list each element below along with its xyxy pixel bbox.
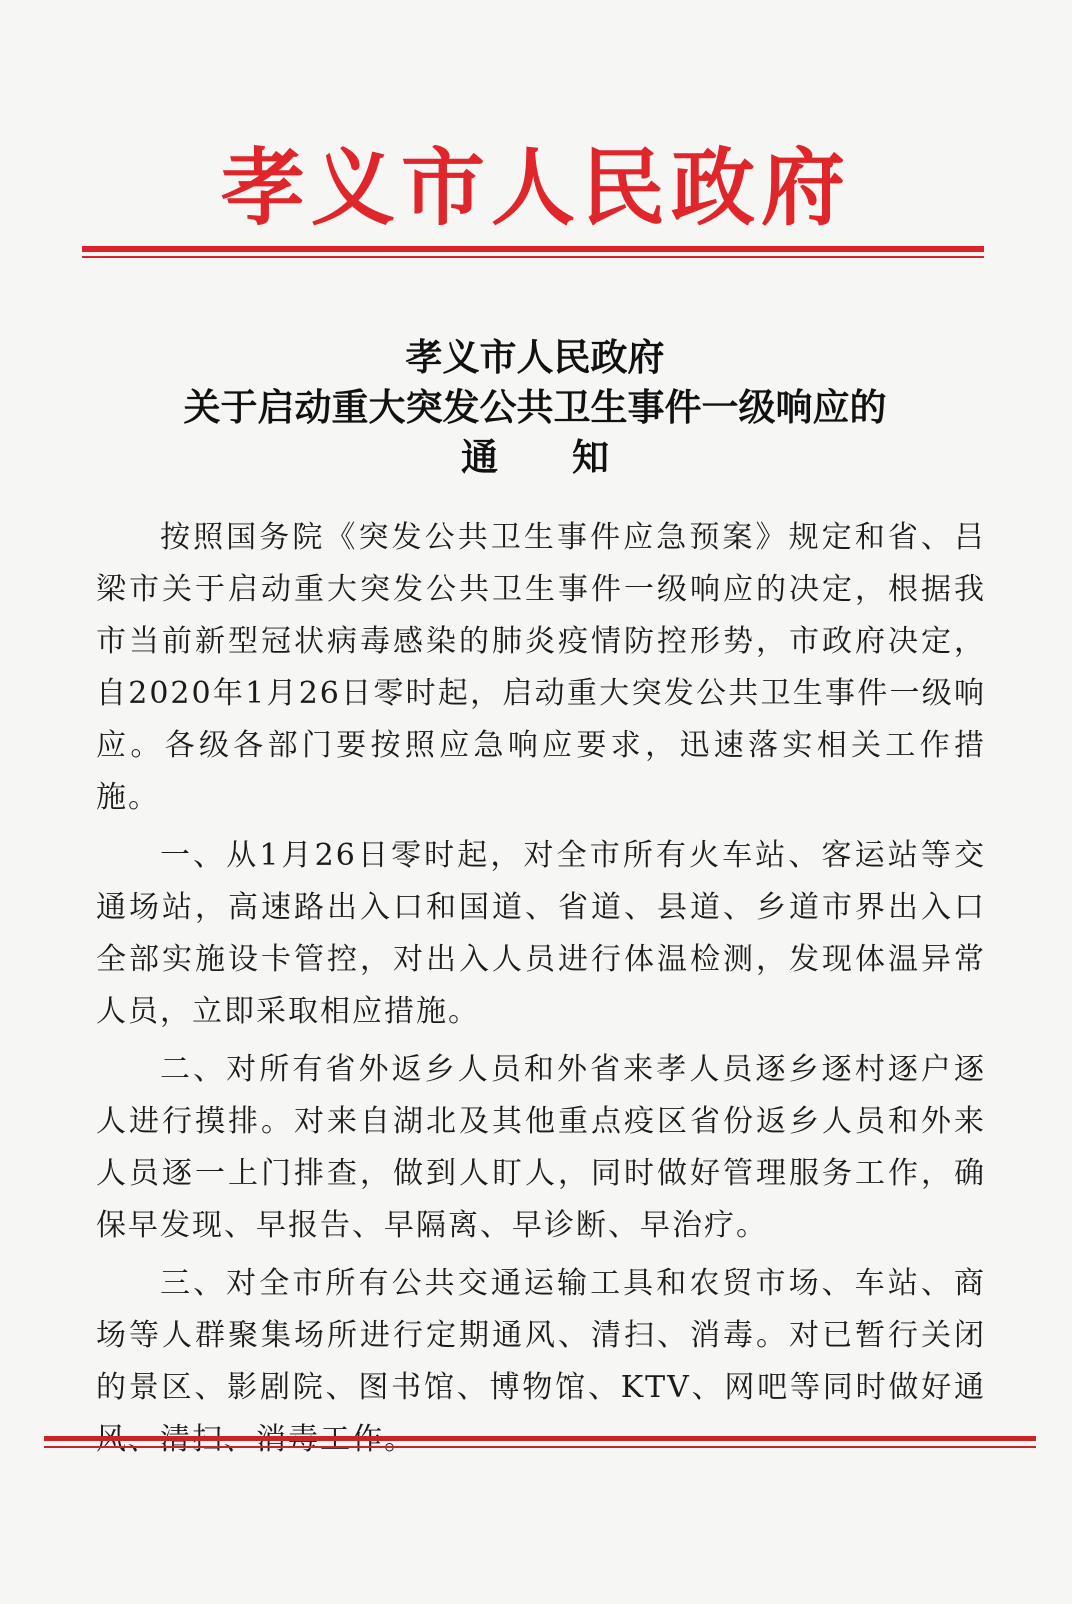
- document-title-line-1: 孝义市人民政府: [405, 335, 665, 379]
- paragraph-item-3: 三、对全市所有公共交通运输工具和农贸市场、车站、商场等人群聚集场所进行定期通风、清扫、消毒。对已暂行关闭的景区、影剧院、图书馆、博物馆、KTV、网吧等同时做好通: [96, 1266, 986, 1405]
- paragraph-intro: 按照国务院《突发公共卫生事件应急预案》规定和省、吕梁市关于启动重大突发公共卫生事件一级响应的决定，根据我市当前新型冠状病毒感染的肺炎疫情防控形势，市政府决定，自2020年1月26日零时起，启动重大突发公共卫生事件一级响应。各级各部门要按照应急响应要求，迅速落实相关工作措施。: [96, 520, 986, 815]
- letterhead-rule-thick: [82, 246, 984, 252]
- paragraph-item-2: 二、对所有省外返乡人员和外省来孝人员逐乡逐村逐户逐人进行摸排。对来自湖北及其他重点疫区省份返乡人员和外来人员逐一上门排查，做到人盯人，同时做好管理服务工作，确保早发现、早报告、早隔离、早诊断、早治疗。: [96, 1052, 986, 1243]
- paragraph-item-1: 一、从1月26日零时起，对全市所有火车站、客运站等交通场站，高速路出入口和国道、省道、县道、乡道市界出入口全部实施设卡管控，对出入人员进行体温检测，发现体温异常人员，立即采取相应措施。: [96, 838, 986, 1029]
- document-title-line-2: 关于启动重大突发公共卫生事件一级响应的: [183, 385, 887, 429]
- letterhead-rule-thin: [82, 256, 984, 258]
- footer-rule-thick: [44, 1436, 1036, 1441]
- footer-rule-thin: [44, 1446, 1036, 1448]
- document-title-line-3: 通 知: [461, 435, 609, 479]
- document-body: [96, 512, 986, 1466]
- letterhead-title: 孝义市人民政府: [220, 138, 851, 237]
